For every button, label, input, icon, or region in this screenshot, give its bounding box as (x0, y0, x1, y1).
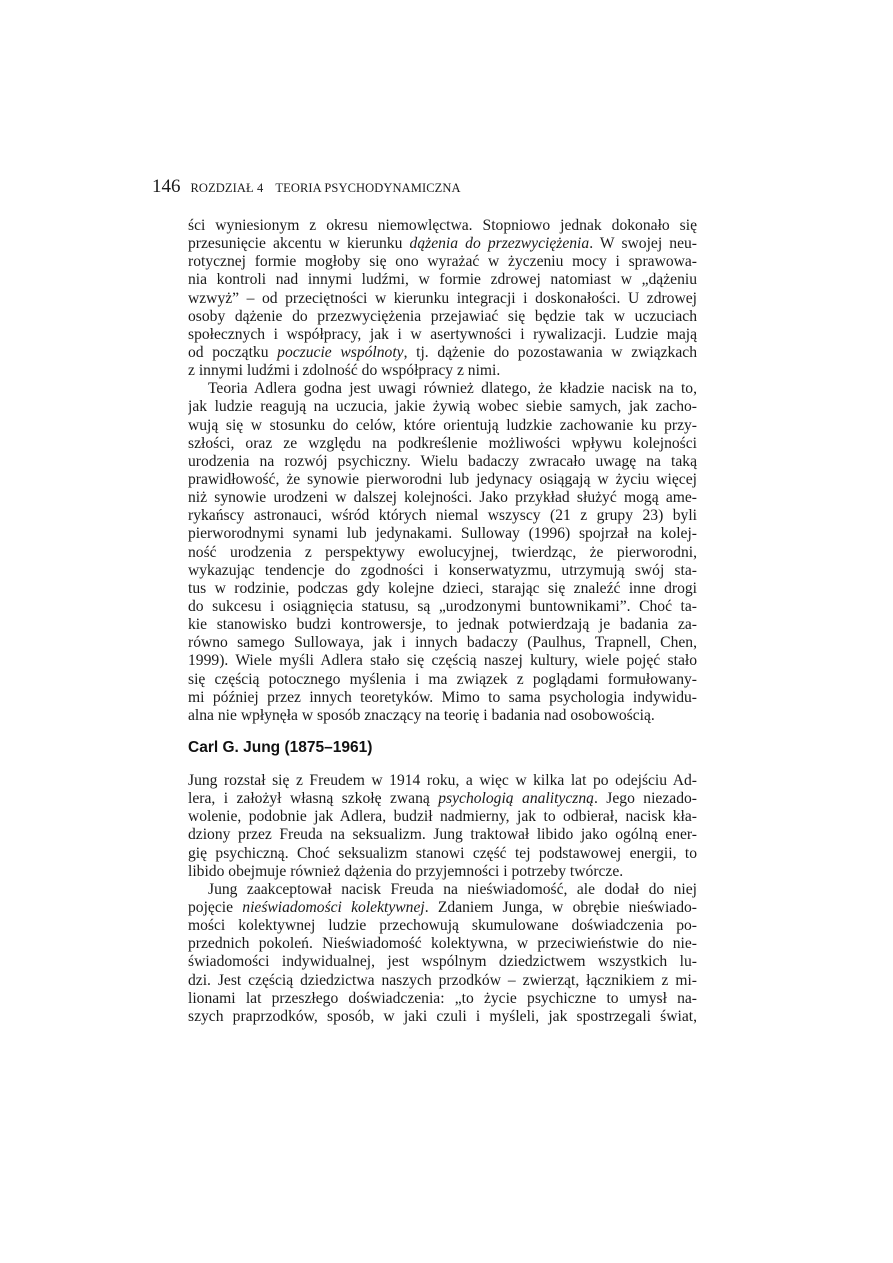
text-line: wykazując tendencje do zgodności i konserwatyzmu, utrzymują swój sta- (188, 561, 697, 579)
text-line: dzi. Jest częścią dziedzictwa naszych przodków – zwierząt, łącznikiem z mi- (188, 971, 697, 989)
text-line: nia kontroli nad innymi ludźmi, w formie zdrowej natomiast w „dążeniu (188, 271, 697, 289)
text-line: pierworodnymi synami lub jedynakami. Sulloway (1996) spojrzał na kolej- (188, 525, 697, 543)
text-line: rotycznej formie mogłoby się ono wyrażać w życzeniu mocy i sprawowa- (188, 253, 697, 271)
text-line: rykańscy astronauci, wśród których niemal wszyscy (21 z grupy 23) byli (188, 507, 697, 525)
text-line: gię psychiczną. Choć seksualizm stanowi część tej podstawowej energii, to (188, 844, 697, 862)
text-line: z innymi ludźmi i zdolność do współpracy z nimi. (188, 362, 501, 380)
page-number: 146 (152, 176, 181, 197)
text-line: ność urodzenia z perspektywy ewolucyjnej, twierdząc, że pierworodni, (188, 543, 697, 561)
text-line: do sukcesu i osiągnięcia statusu, są „urodzonymi buntownikami”. Choć ta- (188, 597, 697, 615)
text-line: 1999). Wiele myśli Adlera stało się częścią naszej kultury, wiele pojęć stało (188, 652, 697, 670)
text-line: się częścią potocznego myślenia i ma związek z poglądami formułowany- (188, 670, 697, 688)
text-line: Jung zaakceptował nacisk Freuda na nieświadomość, ale dodał do niej (208, 880, 697, 898)
text-line: równo samego Sullowaya, jak i innych badaczy (Paulhus, Trapnell, Chen, (188, 634, 697, 652)
text-line: mi później przez innych teoretyków. Mimo to sama psychologia indywidu- (188, 688, 697, 706)
text-line: niż synowie urodzeni w dalszej kolejności. Jako przykład służyć mogą ame- (188, 489, 697, 507)
text-line: społecznych i współpracy, jak i w asertywności i rywalizacji. Ludzie mają (188, 325, 697, 343)
text-line: ści wyniesionym z okresu niemowlęctwa. Stopniowo jednak dokonało się (188, 217, 697, 234)
chapter-label: ROZDZIAŁ 4 (190, 181, 264, 195)
body-text-adler (188, 217, 697, 725)
text-line: lera, i założył własną szkołę zwaną psychologią analityczną. Jego niezado- (188, 790, 697, 808)
text-line: od początku poczucie wspólnoty, tj. dążenie do pozostawania w związkach (188, 343, 697, 361)
body-text-jung (188, 772, 697, 1026)
text-line: wują się w stosunku do celów, które orientują ludzkie zachowanie ku przy- (188, 416, 697, 434)
text-line: przesunięcie akcentu w kierunku dążenia do przezwyciężenia. W swojej neu- (188, 235, 697, 253)
section-title: TEORIA PSYCHODYNAMICZNA (275, 181, 461, 195)
text-line: szłości, oraz ze względu na podkreślenie możliwości wpływu kolejności (188, 434, 697, 452)
text-line: pojęcie nieświadomości kolektywnej. Zdaniem Junga, w obrębie nieświado- (188, 898, 697, 916)
text-line: jak ludzie reagują na uczucia, jakie żywią wobec siebie samych, jak zacho- (188, 398, 697, 416)
text-line: alna nie wpłynęła w sposób znaczący na teorię i badania nad osobowością. (188, 706, 655, 724)
text-line: urodzenia na rozwój psychiczny. Wielu badaczy zwracało uwagę na taką (188, 452, 697, 470)
text-line: szych praprzodków, sposób, w jaki czuli i myśleli, jak spostrzegali świat, (188, 1007, 697, 1025)
text-line: wzwyż” – od przeciętności w kierunku integracji i doskonałości. U zdrowej (188, 289, 697, 307)
text-line: libido obejmuje również dążenia do przyjemności i potrzeby twórcze. (188, 862, 624, 880)
text-line: świadomości indywidualnej, jest wspólnym dziedzictwem wszystkich lu- (188, 953, 697, 971)
text-line: prawidłowość, że synowie pierworodni lub jedynacy osiągają w życiu więcej (188, 470, 697, 488)
text-line: lionami lat przeszłego doświadczenia: „to życie psychiczne to umysł na- (188, 989, 697, 1007)
text-line: tus w rodzinie, podczas gdy kolejne dzieci, starając się znaleźć inne drogi (188, 579, 697, 597)
text-line: osoby dążenie do przezwyciężenia przejawiać się będzie tak w uczuciach (188, 307, 697, 325)
text-line: dziony przez Freuda na seksualizm. Jung traktował libido jako ogólną ener- (188, 826, 697, 844)
text-line: mości kolektywnej ludzie przechowują skumulowane doświadczenia po- (188, 917, 697, 935)
text-line: kie stanowisko budzi kontrowersje, to jednak potwierdzają je badania za- (188, 616, 697, 634)
running-header (152, 176, 461, 198)
text-line: Teoria Adlera godna jest uwagi również dlatego, że kładzie nacisk na to, (208, 380, 697, 398)
section-heading-jung: Carl G. Jung (1875–1961) (188, 739, 373, 756)
text-line: Jung rozstał się z Freudem w 1914 roku, a więc w kilka lat po odejściu Ad- (188, 772, 697, 789)
text-line: wolenie, podobnie jak Adlera, budził nadmierny, jak to odbierał, nacisk kła- (188, 808, 697, 826)
text-line: przednich pokoleń. Nieświadomość kolektywna, w przeciwieństwie do nie- (188, 935, 697, 953)
